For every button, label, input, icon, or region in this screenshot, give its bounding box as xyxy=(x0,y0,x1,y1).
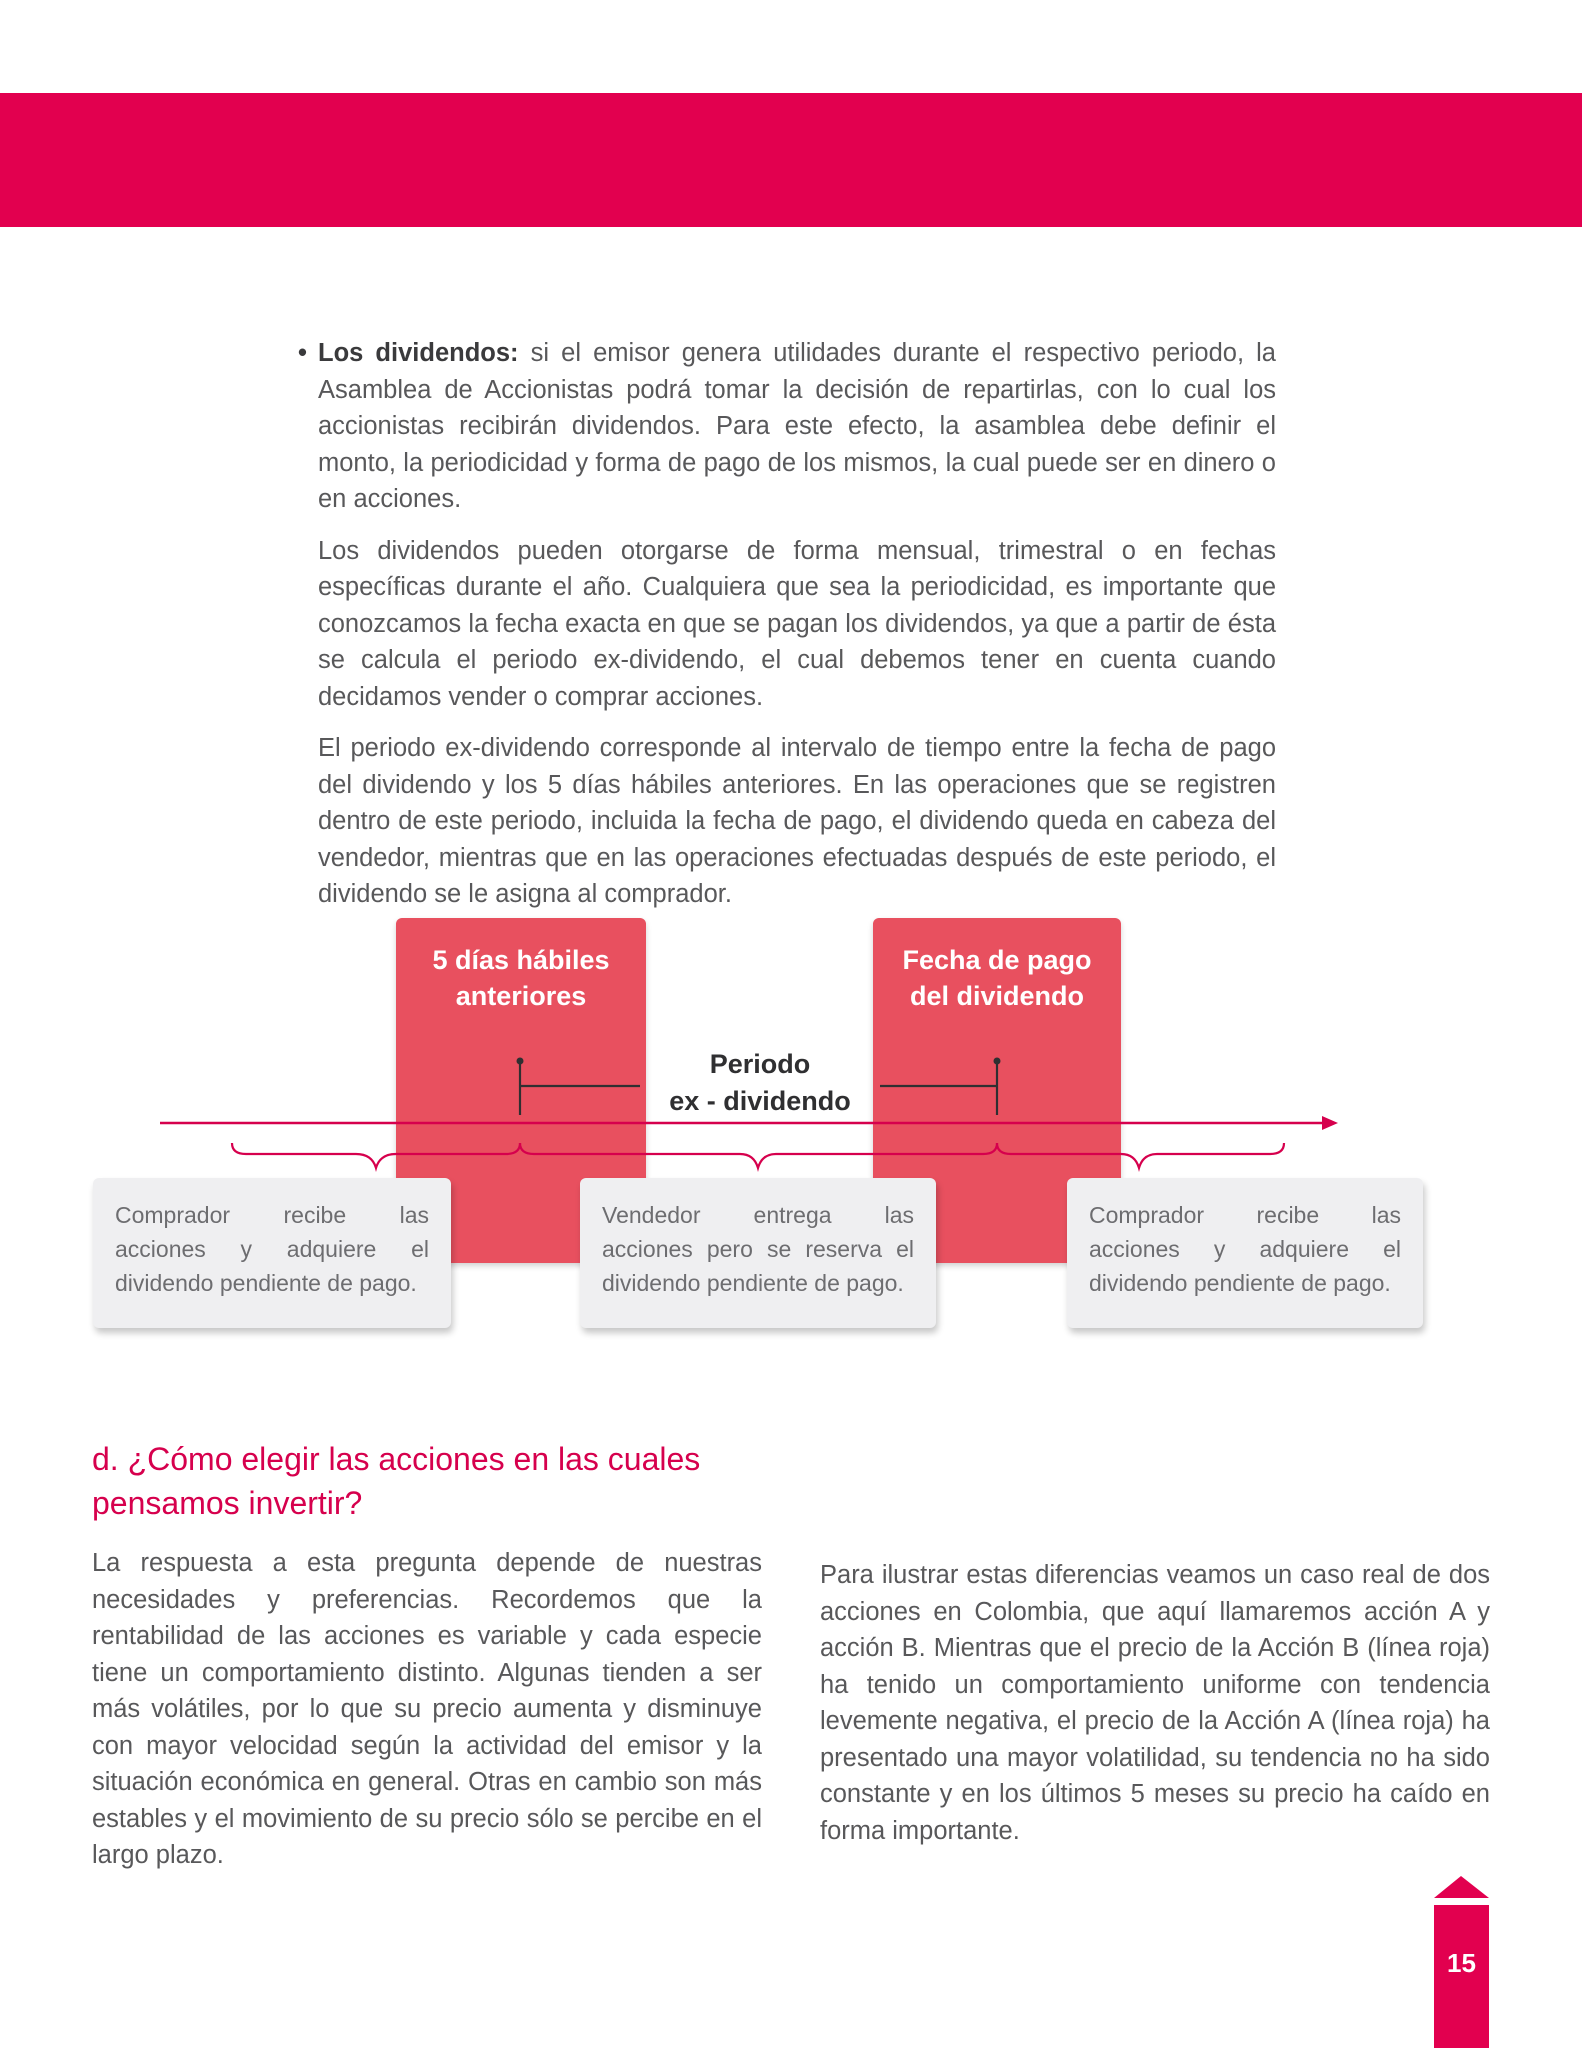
ex-dividend-diagram xyxy=(0,910,1582,1350)
box-fecha-de-pago-line2: del dividendo xyxy=(909,981,1084,1011)
info-box-vendedor: Vendedor entrega las acciones pero se reserva el dividendo pendiente de pago. xyxy=(580,1178,936,1328)
dividends-paragraph-3: El periodo ex-dividendo corresponde al intervalo de tiempo entre la fecha de pago del dividendo y los 5 días hábiles anteriores. En las operaciones que se registren dentro de este periodo, incluida la fecha de pago, el dividendo queda en cabeza del vendedor, mientras que en las operaciones efectuadas después de este periodo, el dividendo se le asigna al comprador. xyxy=(318,734,1276,908)
box-fecha-de-pago-line1: Fecha de pago xyxy=(902,945,1092,975)
dividends-lead: Los dividendos: xyxy=(318,339,519,367)
page-tab-tip-icon xyxy=(1434,1876,1489,1898)
section-d-heading-line1: d. ¿Cómo elegir las acciones en las cuales xyxy=(92,1441,701,1477)
bullet-icon: • xyxy=(298,339,307,367)
dividends-paragraph-1-text: si el emisor genera utilidades durante el respectivo periodo, la Asamblea de Accionistas podrá tomar la decisión de repartirlas, con lo cual los accionistas recibirán dividendos. Para este efecto, la asamblea debe definir el monto, la periodicidad y forma de pago de los mismos, la cual puede ser en dinero o en acciones. xyxy=(318,339,1276,513)
section-d-left-column: La respuesta a esta pregunta depende de nuestras necesidades y preferencias. Recordemos que la rentabilidad de las acciones es variable y cada especie tiene un comportamiento distinto. Algunas tienden a ser más volátiles, por lo que su precio aumenta y disminuye con mayor velocidad según la actividad del emisor y la situación económica en general. Otras en cambio son más estables y el movimiento de su precio sólo se percibe en el largo plazo. xyxy=(92,1549,762,1869)
box-5-dias-habiles-line2: anteriores xyxy=(455,981,587,1011)
box-5-dias-habiles-line1: 5 días hábiles xyxy=(432,945,610,975)
header-band xyxy=(0,93,1582,227)
section-d-heading xyxy=(92,1437,792,1525)
info-box-comprador-antes: Comprador recibe las acciones y adquiere el dividendo pendiente de pago. xyxy=(93,1178,451,1328)
brace-right xyxy=(997,1143,1284,1168)
brace-left xyxy=(232,1143,520,1168)
timeline-arrowhead-icon xyxy=(1322,1116,1338,1130)
period-dot-left xyxy=(517,1058,524,1065)
period-label-line2: ex - dividendo xyxy=(669,1086,851,1116)
dividends-section xyxy=(298,335,1276,913)
period-dot-right xyxy=(994,1058,1001,1065)
period-ex-dividendo-label xyxy=(640,1046,880,1120)
info-box-comprador-despues: Comprador recibe las acciones y adquiere el dividendo pendiente de pago. xyxy=(1067,1178,1423,1328)
dividends-paragraph-2: Los dividendos pueden otorgarse de forma mensual, trimestral o en fechas específicas durante el año. Cualquiera que sea la periodicidad, es importante que conozcamos la fecha exacta en que se pagan los dividendos, ya que a partir de ésta se calcula el periodo ex-dividendo, el cual debemos tener en cuenta cuando decidamos vender o comprar acciones. xyxy=(318,536,1276,711)
page-number: 15 xyxy=(1447,1948,1476,1978)
dividends-paragraph-1 xyxy=(298,335,1276,518)
period-label-line1: Periodo xyxy=(709,1049,811,1079)
brace-middle xyxy=(520,1143,997,1168)
section-d-heading-line2: pensamos invertir? xyxy=(92,1485,363,1521)
section-d-right-column: Para ilustrar estas diferencias veamos un caso real de dos acciones en Colombia, que aquí llamaremos acción A y acción B. Mientras que el precio de la Acción B (línea roja) ha tenido un comportamiento uniforme con tendencia levemente negativa, el precio de la Acción A (línea roja) ha presentado una mayor volatilidad, su tendencia no ha sido constante y en los últimos 5 meses su precio ha caído en forma importante. xyxy=(820,1561,1490,1845)
